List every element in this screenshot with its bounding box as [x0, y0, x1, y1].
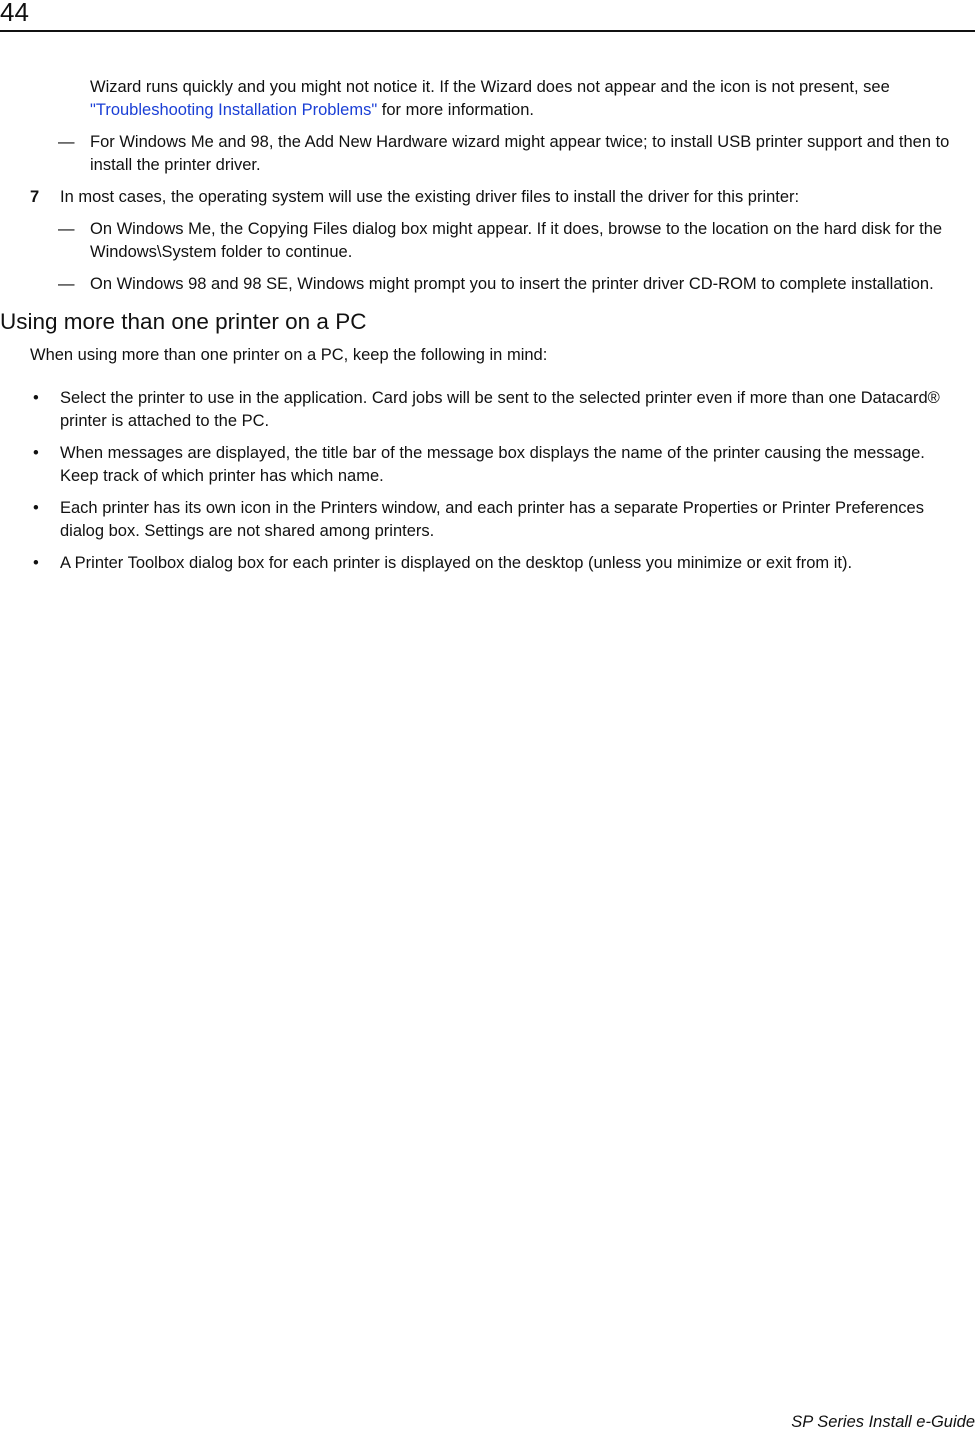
- dash-item-text: For Windows Me and 98, the Add New Hardware wizard might appear twice; to install USB printer support and then to install the printer driver.: [90, 133, 950, 174]
- dash-marker: —: [58, 220, 75, 238]
- step-text: In most cases, the operating system will use the existing driver files to install the driver for this printer:: [60, 188, 800, 206]
- bullet-text: Each printer has its own icon in the Printers window, and each printer has a separate Properties or Printer Preferences dialog box. Settings are not shared among printers.: [60, 499, 924, 540]
- bullet-marker: •: [33, 444, 39, 462]
- dash-item-windows-98: [0, 273, 975, 296]
- bullet-marker: •: [33, 389, 39, 407]
- step-7: [0, 186, 975, 209]
- section-heading: Using more than one printer on a PC: [0, 309, 367, 334]
- dash-marker: —: [58, 275, 75, 293]
- dash-item-text: On Windows 98 and 98 SE, Windows might prompt you to insert the printer driver CD-ROM to complete installation.: [90, 275, 934, 293]
- bullet-item: [0, 442, 975, 488]
- bullet-item: [0, 552, 975, 575]
- bullet-item: [0, 387, 975, 433]
- bullet-text: When messages are displayed, the title bar of the message box displays the name of the printer causing the message. Keep track of which printer has which name.: [60, 444, 925, 485]
- step-number: 7: [30, 188, 40, 206]
- section-intro: When using more than one printer on a PC, keep the following in mind:: [30, 346, 548, 364]
- page-footer: SP Series Install e-Guide: [791, 1413, 975, 1431]
- dash-item-windows-me-98: [0, 131, 975, 177]
- bullet-text: Select the printer to use in the application. Card jobs will be sent to the selected printer even if more than one Datacard® printer is attached to the PC.: [60, 389, 940, 430]
- page-content: [0, 76, 975, 575]
- continuation-paragraph: [90, 76, 967, 122]
- troubleshooting-link[interactable]: "Troubleshooting Installation Problems": [90, 101, 378, 119]
- bullet-marker: •: [33, 554, 39, 572]
- continuation-text-after: for more information.: [377, 101, 534, 119]
- bullet-marker: •: [33, 499, 39, 517]
- dash-item-text: On Windows Me, the Copying Files dialog box might appear. If it does, browse to the location on the hard disk for the Windows\System folder to continue.: [90, 220, 943, 261]
- bullet-item: [0, 497, 975, 543]
- header-rule: [0, 30, 975, 32]
- dash-item-windows-me: [0, 218, 975, 264]
- bullet-text: A Printer Toolbox dialog box for each printer is displayed on the desktop (unless you minimize or exit from it).: [60, 554, 853, 572]
- continuation-text-before: Wizard runs quickly and you might not notice it. If the Wizard does not appear and the icon is not present, see: [90, 78, 890, 96]
- dash-marker: —: [58, 133, 75, 151]
- page-number: 44: [0, 0, 29, 27]
